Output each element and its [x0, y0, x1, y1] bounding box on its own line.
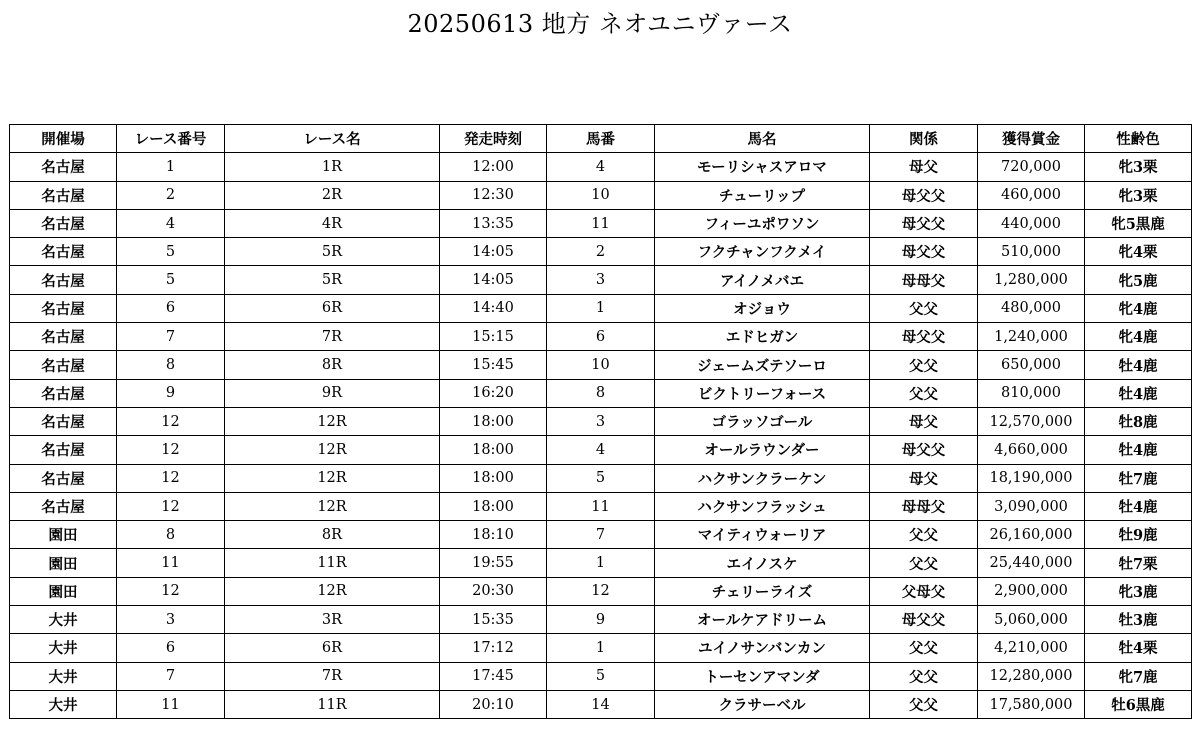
cell-horse-name: チェリーライズ: [655, 577, 870, 605]
cell-horse-number: 10: [547, 181, 655, 209]
cell-race-number: 6: [117, 634, 225, 662]
cell-venue: 名古屋: [10, 436, 117, 464]
cell-relation: 母父: [870, 407, 978, 435]
header-horse-number: 馬番: [547, 125, 655, 153]
cell-sex-age-color: 牡6黒鹿: [1085, 690, 1192, 718]
cell-race-name: 9R: [225, 379, 440, 407]
cell-earnings: 18,190,000: [978, 464, 1085, 492]
cell-race-name: 12R: [225, 492, 440, 520]
cell-earnings: 650,000: [978, 351, 1085, 379]
cell-sex-age-color: 牡9鹿: [1085, 521, 1192, 549]
table-row: [10, 464, 1192, 492]
cell-horse-number: 8: [547, 379, 655, 407]
cell-horse-name: チューリップ: [655, 181, 870, 209]
results-table: [9, 124, 1192, 719]
cell-race-name: 4R: [225, 209, 440, 237]
cell-race-number: 7: [117, 662, 225, 690]
table-row: [10, 577, 1192, 605]
table-row: [10, 549, 1192, 577]
cell-horse-name: アイノメバエ: [655, 266, 870, 294]
cell-post-time: 18:00: [440, 492, 547, 520]
header-sex-age-color: 性齢色: [1085, 125, 1192, 153]
cell-race-number: 3: [117, 606, 225, 634]
cell-race-number: 11: [117, 549, 225, 577]
cell-race-number: 12: [117, 436, 225, 464]
cell-horse-number: 4: [547, 436, 655, 464]
cell-venue: 名古屋: [10, 153, 117, 181]
cell-race-number: 8: [117, 521, 225, 549]
cell-earnings: 810,000: [978, 379, 1085, 407]
cell-horse-name: オジョウ: [655, 294, 870, 322]
cell-race-number: 12: [117, 492, 225, 520]
cell-venue: 名古屋: [10, 407, 117, 435]
cell-sex-age-color: 牡4鹿: [1085, 436, 1192, 464]
table-row: [10, 266, 1192, 294]
cell-post-time: 12:30: [440, 181, 547, 209]
table-row: [10, 238, 1192, 266]
table-row: [10, 634, 1192, 662]
cell-venue: 名古屋: [10, 492, 117, 520]
cell-earnings: 720,000: [978, 153, 1085, 181]
cell-race-name: 5R: [225, 238, 440, 266]
cell-post-time: 16:20: [440, 379, 547, 407]
cell-race-number: 8: [117, 351, 225, 379]
cell-relation: 父父: [870, 634, 978, 662]
cell-venue: 名古屋: [10, 209, 117, 237]
cell-horse-name: フィーユポワソン: [655, 209, 870, 237]
cell-venue: 名古屋: [10, 294, 117, 322]
cell-earnings: 1,240,000: [978, 323, 1085, 351]
cell-horse-number: 10: [547, 351, 655, 379]
cell-relation: 父父: [870, 549, 978, 577]
cell-sex-age-color: 牝7鹿: [1085, 662, 1192, 690]
cell-horse-name: マイティウォーリア: [655, 521, 870, 549]
cell-relation: 母母父: [870, 266, 978, 294]
cell-race-name: 11R: [225, 549, 440, 577]
cell-post-time: 14:05: [440, 238, 547, 266]
table-row: [10, 407, 1192, 435]
cell-relation: 父父: [870, 690, 978, 718]
cell-horse-number: 4: [547, 153, 655, 181]
table-row: [10, 379, 1192, 407]
cell-horse-name: ゴラッソゴール: [655, 407, 870, 435]
cell-race-number: 2: [117, 181, 225, 209]
cell-venue: 名古屋: [10, 351, 117, 379]
cell-post-time: 12:00: [440, 153, 547, 181]
cell-venue: 大井: [10, 634, 117, 662]
cell-venue: 園田: [10, 577, 117, 605]
cell-post-time: 18:10: [440, 521, 547, 549]
cell-horse-number: 3: [547, 266, 655, 294]
header-race-number: レース番号: [117, 125, 225, 153]
cell-sex-age-color: 牡8鹿: [1085, 407, 1192, 435]
cell-horse-name: トーセンアマンダ: [655, 662, 870, 690]
cell-post-time: 19:55: [440, 549, 547, 577]
cell-race-number: 12: [117, 464, 225, 492]
cell-relation: 母母父: [870, 492, 978, 520]
cell-post-time: 15:45: [440, 351, 547, 379]
header-earnings: 獲得賞金: [978, 125, 1085, 153]
cell-race-name: 8R: [225, 521, 440, 549]
cell-post-time: 20:10: [440, 690, 547, 718]
cell-race-name: 6R: [225, 294, 440, 322]
table-row: [10, 436, 1192, 464]
cell-race-name: 7R: [225, 662, 440, 690]
cell-race-name: 3R: [225, 606, 440, 634]
table-row: [10, 209, 1192, 237]
cell-race-name: 12R: [225, 577, 440, 605]
cell-horse-name: モーリシャスアロマ: [655, 153, 870, 181]
cell-race-name: 12R: [225, 436, 440, 464]
cell-race-number: 5: [117, 238, 225, 266]
cell-race-number: 1: [117, 153, 225, 181]
cell-race-number: 9: [117, 379, 225, 407]
table-row: [10, 323, 1192, 351]
cell-horse-number: 6: [547, 323, 655, 351]
header-horse-name: 馬名: [655, 125, 870, 153]
cell-race-number: 4: [117, 209, 225, 237]
cell-race-number: 7: [117, 323, 225, 351]
cell-race-name: 5R: [225, 266, 440, 294]
cell-sex-age-color: 牝5鹿: [1085, 266, 1192, 294]
cell-venue: 大井: [10, 662, 117, 690]
cell-relation: 父父: [870, 351, 978, 379]
cell-horse-number: 14: [547, 690, 655, 718]
cell-venue: 園田: [10, 549, 117, 577]
cell-earnings: 460,000: [978, 181, 1085, 209]
cell-relation: 母父父: [870, 323, 978, 351]
cell-horse-name: フクチャンフクメイ: [655, 238, 870, 266]
cell-race-name: 1R: [225, 153, 440, 181]
header-post-time: 発走時刻: [440, 125, 547, 153]
cell-post-time: 15:35: [440, 606, 547, 634]
cell-relation: 母父父: [870, 606, 978, 634]
cell-earnings: 4,660,000: [978, 436, 1085, 464]
cell-horse-number: 2: [547, 238, 655, 266]
cell-horse-name: ユイノサンバンカン: [655, 634, 870, 662]
table-row: [10, 521, 1192, 549]
cell-venue: 大井: [10, 606, 117, 634]
table-row: [10, 351, 1192, 379]
cell-sex-age-color: 牡4栗: [1085, 634, 1192, 662]
cell-post-time: 20:30: [440, 577, 547, 605]
cell-race-name: 7R: [225, 323, 440, 351]
cell-race-name: 6R: [225, 634, 440, 662]
cell-venue: 名古屋: [10, 323, 117, 351]
cell-earnings: 2,900,000: [978, 577, 1085, 605]
table-row: [10, 492, 1192, 520]
cell-sex-age-color: 牡7栗: [1085, 549, 1192, 577]
cell-relation: 母父父: [870, 436, 978, 464]
cell-sex-age-color: 牡4鹿: [1085, 492, 1192, 520]
cell-relation: 父父: [870, 662, 978, 690]
page-title: 20250613 地方 ネオユニヴァース: [407, 10, 793, 38]
cell-horse-name: オールラウンダー: [655, 436, 870, 464]
cell-post-time: 18:00: [440, 407, 547, 435]
cell-horse-name: エイノスケ: [655, 549, 870, 577]
cell-relation: 母父: [870, 464, 978, 492]
cell-post-time: 18:00: [440, 436, 547, 464]
cell-horse-name: ハクサンフラッシュ: [655, 492, 870, 520]
cell-horse-name: ジェームズテソーロ: [655, 351, 870, 379]
cell-relation: 父母父: [870, 577, 978, 605]
cell-relation: 母父父: [870, 181, 978, 209]
cell-horse-name: オールケアドリーム: [655, 606, 870, 634]
cell-sex-age-color: 牝3栗: [1085, 181, 1192, 209]
cell-earnings: 480,000: [978, 294, 1085, 322]
cell-relation: 母父: [870, 153, 978, 181]
cell-post-time: 18:00: [440, 464, 547, 492]
cell-sex-age-color: 牡4鹿: [1085, 379, 1192, 407]
cell-earnings: 5,060,000: [978, 606, 1085, 634]
cell-post-time: 14:40: [440, 294, 547, 322]
cell-venue: 大井: [10, 690, 117, 718]
cell-horse-name: ハクサンクラーケン: [655, 464, 870, 492]
cell-venue: 名古屋: [10, 464, 117, 492]
table-row: [10, 153, 1192, 181]
cell-race-name: 2R: [225, 181, 440, 209]
cell-post-time: 17:45: [440, 662, 547, 690]
cell-earnings: 3,090,000: [978, 492, 1085, 520]
cell-race-number: 5: [117, 266, 225, 294]
cell-race-number: 11: [117, 690, 225, 718]
cell-horse-number: 3: [547, 407, 655, 435]
cell-relation: 父父: [870, 521, 978, 549]
cell-venue: 名古屋: [10, 266, 117, 294]
cell-race-name: 11R: [225, 690, 440, 718]
cell-horse-name: エドヒガン: [655, 323, 870, 351]
cell-earnings: 4,210,000: [978, 634, 1085, 662]
cell-sex-age-color: 牝4栗: [1085, 238, 1192, 266]
cell-sex-age-color: 牝4鹿: [1085, 323, 1192, 351]
table-row: [10, 690, 1192, 718]
table-row: [10, 294, 1192, 322]
cell-earnings: 25,440,000: [978, 549, 1085, 577]
cell-venue: 園田: [10, 521, 117, 549]
table-row: [10, 662, 1192, 690]
cell-race-number: 6: [117, 294, 225, 322]
cell-sex-age-color: 牝3鹿: [1085, 577, 1192, 605]
cell-sex-age-color: 牡7鹿: [1085, 464, 1192, 492]
cell-sex-age-color: 牝4鹿: [1085, 294, 1192, 322]
cell-earnings: 440,000: [978, 209, 1085, 237]
cell-sex-age-color: 牝3栗: [1085, 153, 1192, 181]
cell-horse-number: 12: [547, 577, 655, 605]
cell-post-time: 15:15: [440, 323, 547, 351]
cell-earnings: 510,000: [978, 238, 1085, 266]
cell-race-name: 12R: [225, 407, 440, 435]
cell-relation: 父父: [870, 379, 978, 407]
table-row: [10, 181, 1192, 209]
cell-horse-number: 9: [547, 606, 655, 634]
cell-horse-number: 1: [547, 549, 655, 577]
cell-race-number: 12: [117, 577, 225, 605]
cell-horse-number: 7: [547, 521, 655, 549]
cell-horse-number: 5: [547, 662, 655, 690]
header-relation: 関係: [870, 125, 978, 153]
cell-sex-age-color: 牝5黒鹿: [1085, 209, 1192, 237]
cell-relation: 母父父: [870, 209, 978, 237]
cell-race-name: 12R: [225, 464, 440, 492]
cell-horse-name: ビクトリーフォース: [655, 379, 870, 407]
cell-race-name: 8R: [225, 351, 440, 379]
cell-earnings: 12,570,000: [978, 407, 1085, 435]
cell-post-time: 14:05: [440, 266, 547, 294]
cell-earnings: 12,280,000: [978, 662, 1085, 690]
cell-horse-number: 1: [547, 294, 655, 322]
table-header-row: [10, 125, 1192, 153]
cell-horse-number: 11: [547, 492, 655, 520]
table-row: [10, 606, 1192, 634]
cell-horse-name: クラサーベル: [655, 690, 870, 718]
cell-earnings: 1,280,000: [978, 266, 1085, 294]
cell-horse-number: 5: [547, 464, 655, 492]
cell-venue: 名古屋: [10, 238, 117, 266]
header-race-name: レース名: [225, 125, 440, 153]
cell-relation: 父父: [870, 294, 978, 322]
cell-post-time: 17:12: [440, 634, 547, 662]
header-venue: 開催場: [10, 125, 117, 153]
cell-horse-number: 1: [547, 634, 655, 662]
cell-earnings: 26,160,000: [978, 521, 1085, 549]
table-body: [10, 153, 1192, 719]
cell-venue: 名古屋: [10, 379, 117, 407]
cell-sex-age-color: 牡4鹿: [1085, 351, 1192, 379]
cell-race-number: 12: [117, 407, 225, 435]
cell-earnings: 17,580,000: [978, 690, 1085, 718]
cell-venue: 名古屋: [10, 181, 117, 209]
cell-horse-number: 11: [547, 209, 655, 237]
cell-post-time: 13:35: [440, 209, 547, 237]
cell-sex-age-color: 牡3鹿: [1085, 606, 1192, 634]
cell-relation: 母父父: [870, 238, 978, 266]
